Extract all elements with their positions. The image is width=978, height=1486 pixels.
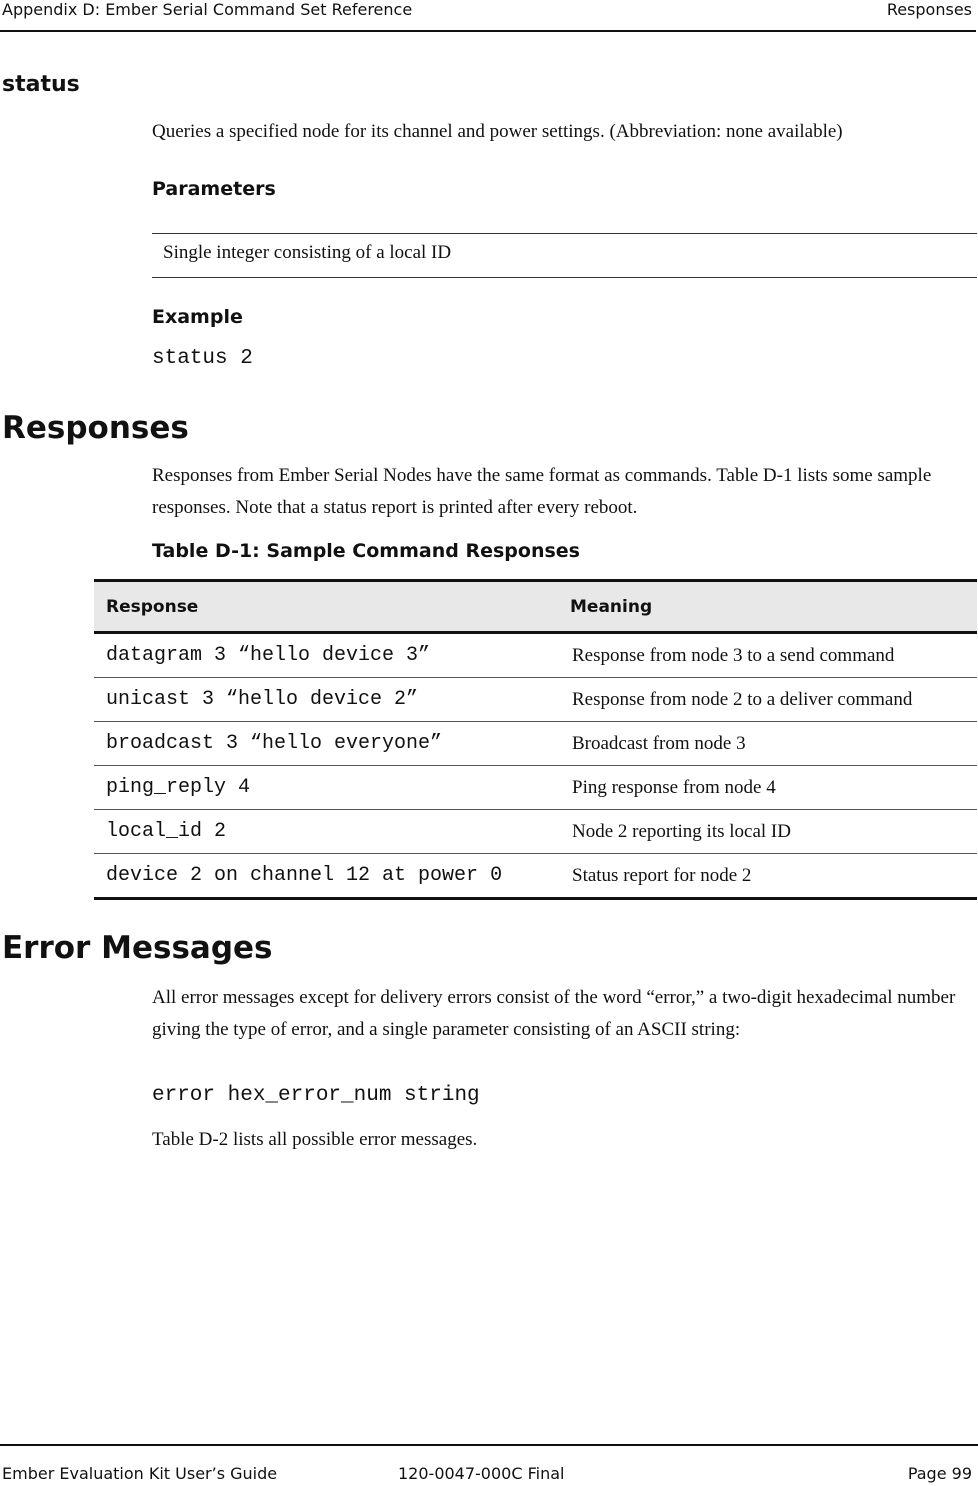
footer-page-number: Page 99 [907,1464,972,1483]
responses-paragraph: Responses from Ember Serial Nodes have the same format as commands. Table D-1 lists some sample responses. Note that a status report is printed after every reboot. [152,465,932,518]
response-cell: local_id 2 [94,810,558,854]
table-row [94,678,977,722]
responses-table [94,579,977,900]
response-cell: datagram 3 “hello device 3” [94,633,558,678]
error-format-code: error hex_error_num string [152,1084,480,1107]
parameter-text: Single integer consisting of a local ID [163,242,452,263]
column-header-response: Response [94,581,558,633]
parameter-table [152,233,977,278]
footer-document-title: Ember Evaluation Kit User’s Guide [2,1464,278,1483]
meaning-cell: Node 2 reporting its local ID [558,810,977,854]
footer-document-number: 120-0047-000C Final [398,1464,565,1483]
error-messages-paragraph: All error messages except for delivery errors consist of the word “error,” a two-digit hexadecimal number giving the type of error, and a single parameter consisting of an ASCII string: [152,987,956,1040]
meaning-cell: Response from node 2 to a deliver command [558,678,977,722]
meaning-cell: Status report for node 2 [558,854,977,899]
meaning-cell: Broadcast from node 3 [558,722,977,766]
meaning-cell: Ping response from node 4 [558,766,977,810]
table-header-row [94,581,977,633]
error-messages-heading: Error Messages [2,930,273,966]
header-chapter-title: Appendix D: Ember Serial Command Set Reference [2,0,413,19]
responses-heading: Responses [2,410,189,446]
response-cell: ping_reply 4 [94,766,558,810]
column-header-meaning: Meaning [558,581,977,633]
example-code: status 2 [152,347,253,370]
error-table-reference: Table D-2 lists all possible error messages. [152,1129,478,1150]
response-cell: device 2 on channel 12 at power 0 [94,854,558,899]
page-header [0,0,976,32]
command-heading: status [2,72,80,97]
table-row [94,810,977,854]
response-cell: unicast 3 “hello device 2” [94,678,558,722]
table-row [94,633,977,678]
page-footer [0,1444,978,1486]
example-heading: Example [152,306,243,328]
response-cell: broadcast 3 “hello everyone” [94,722,558,766]
table-row [94,766,977,810]
table-row [94,722,977,766]
command-description: Queries a specified node for its channel and power settings. (Abbreviation: none available) [152,121,843,142]
header-section-title: Responses [886,0,972,19]
table-row [94,854,977,899]
table-caption: Table D-1: Sample Command Responses [152,540,580,562]
parameters-heading: Parameters [152,178,276,200]
meaning-cell: Response from node 3 to a send command [558,633,977,678]
